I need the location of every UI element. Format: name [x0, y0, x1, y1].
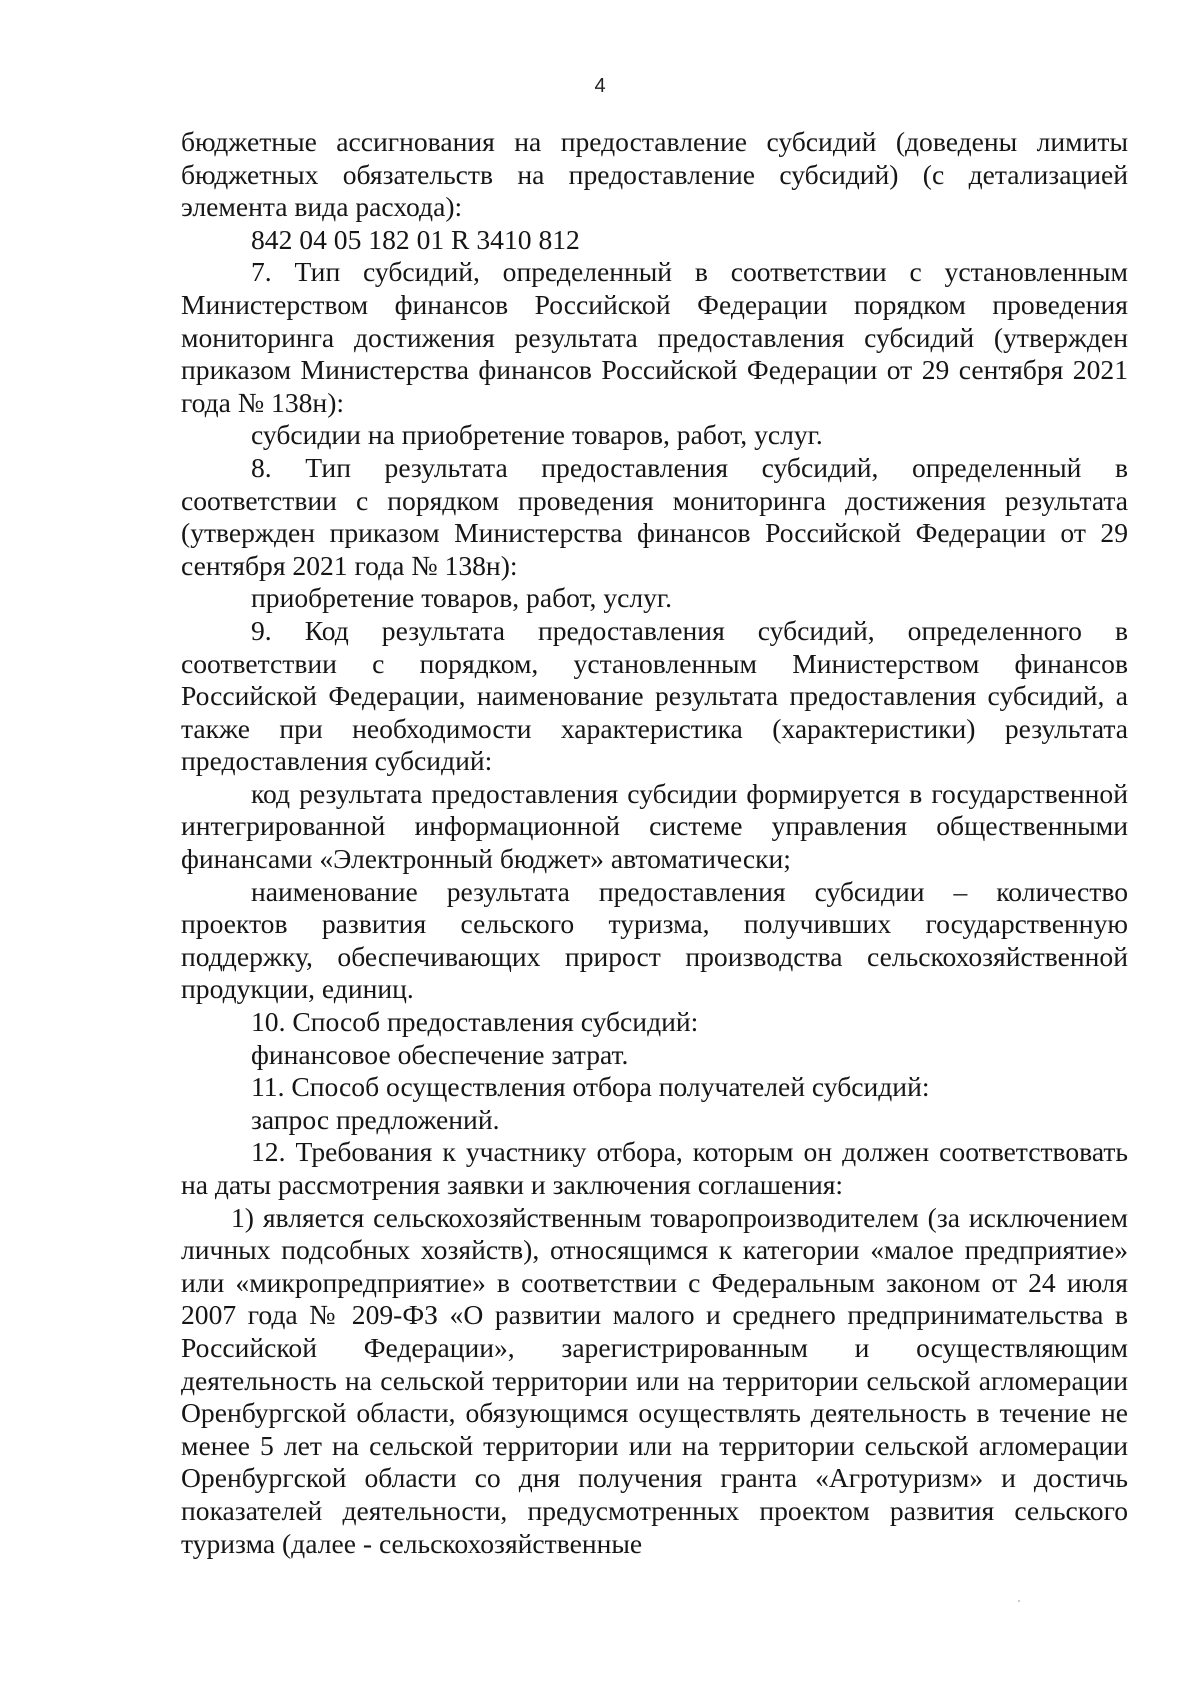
paragraph-item-9: 9. Код результата предоставления субсидий, определенного в соответствии с порядком, установленным Министерством финансов Российской Федерации, наименование результата предоставления субсидий, а также при необходимости характеристика (характеристики) результата предоставления субсидий: [181, 614, 1128, 777]
paragraph-item-12: 12. Требования к участнику отбора, которым он должен соответствовать на даты рассмотрения заявки и заключения соглашения: [181, 1136, 1128, 1200]
paragraph-budget-allocations: бюджетные ассигнования на предоставление субсидий (доведены лимиты бюджетных обязательств на предоставление субсидий) (с детализацией элемента вида расхода): [181, 126, 1128, 223]
item-11-value: запрос предложений. [251, 1103, 500, 1135]
page-number: 4 [594, 75, 606, 97]
item-9-result-code: код результата предоставления субсидии формируется в государственной интегрированной информационной системе управления общественными финансами «Электронный бюджет» автоматически; [181, 777, 1128, 875]
budget-classification-code: 842 04 05 182 01 R 3410 812 [251, 223, 580, 255]
item-10-value: финансовое обеспечение затрат. [251, 1038, 629, 1070]
paragraph-item-7: 7. Тип субсидий, определенный в соответствии с установленным Министерством финансов Российской Федерации порядком проведения мониторинга достижения результата предоставления субсидий (утвержден приказом Министерства финансов Российской Федерации от 29 сентября 2021 года № 138н): [181, 256, 1128, 418]
item-7-value: субсидии на приобретение товаров, работ, услуг. [251, 419, 823, 451]
paragraph-item-11: 11. Способ осуществления отбора получателей субсидий: [251, 1071, 930, 1103]
item-9-result-name: наименование результата предоставления субсидии – количество проектов развития сельского туризма, получивших государственную поддержку, обеспечивающих прирост производства сельскохозяйственной продукции, единиц. [181, 875, 1128, 1005]
item-8-value: приобретение товаров, работ, услуг. [251, 582, 673, 614]
paragraph-item-8: 8. Тип результата предоставления субсидий, определенный в соответствии с порядком проведения мониторинга достижения результата (утвержден приказом Министерства финансов Российской Федерации от 29 сентября 2021 года № 138н): [181, 451, 1128, 581]
document-body [181, 126, 1128, 1560]
paragraph-item-10: 10. Способ предоставления субсидий: [251, 1006, 699, 1038]
item-12-subitem-1: 1) является сельскохозяйственным товаропроизводителем (за исключением личных подсобных хозяйств), относящимся к категории «малое предприятие» или «микропредприятие» в соответствии с Федеральным законом от 24 июля 2007 года № 209-ФЗ «О развитии малого и среднего предпринимательства в Российской Федерации», зарегистрированным и осуществляющим деятельность на сельской территории или на территории сельской агломерации Оренбургской области, обязующимся осуществлять деятельность в течение не менее 5 лет на сельской территории или на территории сельской агломерации Оренбургской области со дня получения гранта «Агротуризм» и достичь показателей деятельности, предусмотренных проектом развития сельского туризма (далее - сельскохозяйственные [181, 1201, 1128, 1559]
scan-speck [1018, 1600, 1020, 1602]
